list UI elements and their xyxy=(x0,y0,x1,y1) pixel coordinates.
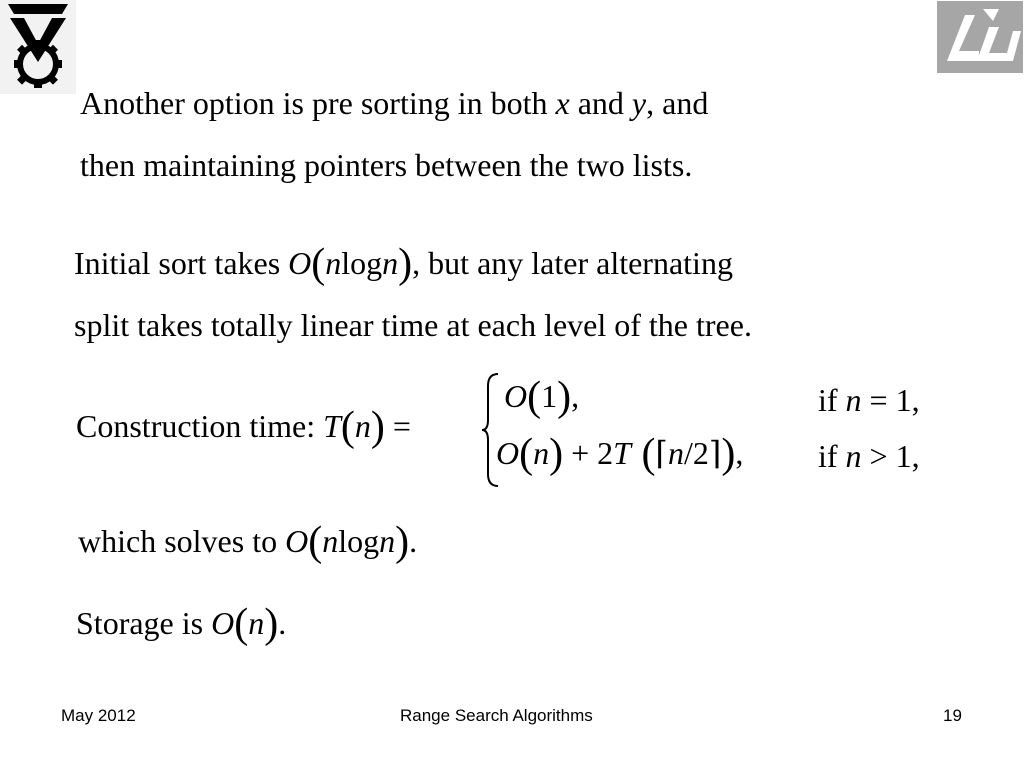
text: Storage is xyxy=(76,605,212,641)
paragraph-presorting xyxy=(80,72,708,196)
paren-close: ) xyxy=(264,601,279,647)
math-n: n xyxy=(322,523,339,559)
text: if xyxy=(818,382,846,418)
text: , and xyxy=(646,85,709,121)
case-row-2 xyxy=(496,431,744,477)
math-log: log xyxy=(338,523,380,559)
paren-open: ( xyxy=(234,601,249,647)
text: which solves to xyxy=(78,523,286,559)
text: , but any later alternating xyxy=(412,245,733,281)
paren-open: ( xyxy=(527,374,542,420)
paragraph-line: then maintaining pointers between the two lists. xyxy=(80,147,693,183)
paren-open: ( xyxy=(630,431,656,477)
paragraph-line: split takes totally linear time at each level of the tree. xyxy=(74,307,752,343)
period: . xyxy=(409,523,418,559)
paren-close: ) xyxy=(395,519,410,565)
equals: = xyxy=(384,408,411,444)
paren-close: ) xyxy=(370,404,385,450)
paren-open: ( xyxy=(311,241,326,287)
text: Initial sort takes xyxy=(74,245,289,281)
math-n: n xyxy=(325,245,342,281)
var-x: x xyxy=(555,85,570,121)
text: if xyxy=(818,438,846,474)
math-log: log xyxy=(341,245,383,281)
comma: , xyxy=(571,378,580,414)
paren-open: ( xyxy=(340,404,355,450)
paragraph-line xyxy=(74,232,752,294)
math-n: n xyxy=(248,605,265,641)
math-n: n xyxy=(533,435,550,471)
condition-1 xyxy=(818,382,920,419)
math-T: T xyxy=(613,435,631,471)
math-O: O xyxy=(285,523,309,559)
ceil-right: ⌉ xyxy=(708,435,722,471)
text: Construction time: xyxy=(76,408,324,444)
footer-date: May 2012 xyxy=(61,706,136,725)
math-O: O xyxy=(496,435,520,471)
construction-equation xyxy=(76,372,946,492)
department-logo xyxy=(937,1,1023,73)
text: and xyxy=(569,85,632,121)
paragraph-initial-sort xyxy=(74,232,752,356)
paragraph-storage xyxy=(76,592,286,654)
half: /2 xyxy=(683,435,709,471)
text: = 1, xyxy=(861,382,920,418)
math-O: O xyxy=(504,378,528,414)
paren-close: ) xyxy=(721,431,736,477)
ceil-left: ⌈ xyxy=(655,435,668,471)
plus-term: + 2 xyxy=(563,435,614,471)
paren-close: ) xyxy=(557,374,572,420)
paren-close: ) xyxy=(549,431,564,477)
technion-logo xyxy=(0,0,76,94)
math-O: O xyxy=(211,605,235,641)
comma: , xyxy=(735,435,744,471)
equation-lhs xyxy=(76,404,411,450)
var-y: y xyxy=(631,85,647,121)
math-n: n xyxy=(667,435,684,471)
text: Another option is pre sorting in both xyxy=(80,85,556,121)
condition-2 xyxy=(818,438,920,475)
math-T: T xyxy=(323,408,341,444)
paren-open: ( xyxy=(308,519,323,565)
math-n: n xyxy=(382,245,399,281)
paragraph-solves-to xyxy=(78,510,417,572)
math-n: n xyxy=(845,438,862,474)
math-value: 1 xyxy=(541,378,558,414)
footer-page-number: 19 xyxy=(943,706,962,725)
math-O: O xyxy=(288,245,312,281)
math-n: n xyxy=(354,408,371,444)
math-n: n xyxy=(845,382,862,418)
paragraph-line xyxy=(80,72,708,134)
case-row-1 xyxy=(504,374,580,420)
math-n: n xyxy=(379,523,396,559)
text: > 1, xyxy=(861,438,920,474)
paren-close: ) xyxy=(398,241,413,287)
period: . xyxy=(278,605,287,641)
footer-title: Range Search Algorithms xyxy=(400,706,593,725)
paren-open: ( xyxy=(519,431,534,477)
